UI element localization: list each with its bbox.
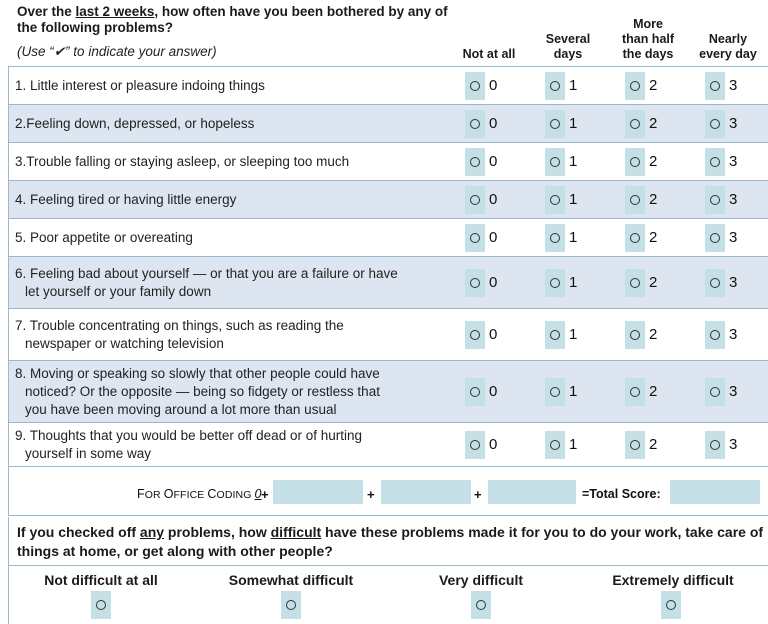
office-score-box-3[interactable] <box>488 480 576 504</box>
question-line: you have been moving around a lot more than usual <box>25 402 337 417</box>
answer-option-1[interactable] <box>545 431 591 459</box>
question-row <box>8 67 768 105</box>
question-row <box>8 143 768 181</box>
radio-circle-icon <box>286 600 296 610</box>
question-text <box>15 365 445 419</box>
radio-circle-icon[interactable] <box>630 81 640 91</box>
radio-background <box>705 321 725 349</box>
col-header-line: Not at all <box>462 47 516 61</box>
question-line: yourself in some way <box>25 446 152 461</box>
answer-option-3[interactable] <box>705 321 751 349</box>
answer-option-1[interactable] <box>545 378 591 406</box>
col-header-line: Several <box>545 32 591 46</box>
difficulty-radio-extremely[interactable] <box>661 591 681 619</box>
difficulty-radio-very[interactable] <box>471 591 491 619</box>
difficulty-option-label: Somewhat difficult <box>228 572 354 588</box>
option-value: 3 <box>729 191 738 208</box>
radio-circle-icon[interactable] <box>550 387 560 397</box>
question-line: let yourself or your family down <box>25 284 212 299</box>
office-label-part: FFICE <box>173 489 208 501</box>
question-row <box>8 181 768 219</box>
radio-circle-icon[interactable] <box>470 81 480 91</box>
radio-background <box>625 148 645 176</box>
option-value: 3 <box>729 153 738 170</box>
radio-background <box>465 110 485 138</box>
radio-circle-icon[interactable] <box>550 157 560 167</box>
col-header-line: the days <box>622 47 674 61</box>
radio-circle-icon[interactable] <box>710 81 720 91</box>
question-row <box>8 257 768 309</box>
difficulty-underlined: any <box>139 524 165 540</box>
question-line: 2.Feeling down, depressed, or hopeless <box>15 116 255 131</box>
difficulty-text: If you checked off <box>17 524 140 540</box>
option-value: 2 <box>649 326 658 343</box>
answer-option-3[interactable] <box>705 269 751 297</box>
option-value: 3 <box>729 77 738 94</box>
form-header <box>8 0 768 66</box>
radio-background <box>705 110 725 138</box>
answer-option-1[interactable] <box>545 110 591 138</box>
answer-option-2[interactable] <box>625 378 671 406</box>
office-coding-label <box>137 487 262 501</box>
radio-circle-icon[interactable] <box>550 119 560 129</box>
radio-circle-icon[interactable] <box>550 233 560 243</box>
answer-option-3[interactable] <box>705 72 751 100</box>
radio-background <box>625 431 645 459</box>
radio-circle-icon <box>96 600 106 610</box>
questions-table <box>8 66 768 461</box>
question-text <box>15 191 445 209</box>
radio-background <box>545 186 565 214</box>
difficulty-section <box>8 517 768 624</box>
radio-circle-icon <box>476 600 486 610</box>
answer-option-3[interactable] <box>705 378 751 406</box>
office-score-box-1[interactable] <box>273 480 363 504</box>
question-text <box>15 427 445 463</box>
radio-circle-icon[interactable] <box>470 233 480 243</box>
radio-circle-icon[interactable] <box>630 330 640 340</box>
difficulty-option-label: Extremely difficult <box>612 572 734 588</box>
radio-background <box>625 321 645 349</box>
radio-circle-icon[interactable] <box>470 195 480 205</box>
total-score-label: =Total Score: <box>582 487 661 501</box>
question-line: newspaper or watching television <box>25 336 224 351</box>
col-header-line: than half <box>621 32 675 46</box>
option-value: 1 <box>569 326 578 343</box>
option-value: 2 <box>649 274 658 291</box>
radio-circle-icon[interactable] <box>630 278 640 288</box>
answer-option-0[interactable] <box>465 269 511 297</box>
question-text <box>15 317 445 353</box>
answer-option-1[interactable] <box>545 321 591 349</box>
difficulty-underlined: difficult <box>270 524 322 540</box>
radio-circle-icon[interactable] <box>630 440 640 450</box>
radio-circle-icon[interactable] <box>550 195 560 205</box>
radio-background <box>545 110 565 138</box>
option-value: 1 <box>569 436 578 453</box>
option-value: 3 <box>729 229 738 246</box>
answer-option-2[interactable] <box>625 72 671 100</box>
answer-option-2[interactable] <box>625 431 671 459</box>
radio-circle-icon[interactable] <box>710 440 720 450</box>
answer-option-0[interactable] <box>465 148 511 176</box>
divider <box>9 565 768 566</box>
radio-background <box>465 431 485 459</box>
option-value: 2 <box>649 115 658 132</box>
radio-background <box>465 186 485 214</box>
radio-circle-icon[interactable] <box>550 330 560 340</box>
option-value: 0 <box>489 274 498 291</box>
radio-background <box>465 321 485 349</box>
answer-option-0[interactable] <box>465 224 511 252</box>
option-value: 0 <box>489 115 498 132</box>
plus-sign: + <box>474 487 482 502</box>
col-header-several-days <box>532 32 604 62</box>
question-line: 9. Thoughts that you would be better off dead or of hurting <box>15 428 362 443</box>
difficulty-option-label: Very difficult <box>438 572 524 588</box>
radio-background <box>625 224 645 252</box>
radio-background <box>625 72 645 100</box>
radio-background <box>545 224 565 252</box>
difficulty-text: problems, how <box>164 524 271 540</box>
question-line: 8. Moving or speaking so slowly that other people could have <box>15 366 380 381</box>
answer-option-0[interactable] <box>465 110 511 138</box>
col-header-line: More <box>633 17 663 31</box>
question-line: noticed? Or the opposite — being so fidgety or restless that <box>25 384 380 399</box>
answer-option-3[interactable] <box>705 431 751 459</box>
radio-circle-icon[interactable] <box>710 119 720 129</box>
instruction-text: (Use “✔” to indicate your answer) <box>17 44 217 59</box>
office-label-part: C <box>207 487 217 501</box>
option-value: 1 <box>569 274 578 291</box>
answer-option-2[interactable] <box>625 269 671 297</box>
radio-background <box>465 72 485 100</box>
answer-option-1[interactable] <box>545 186 591 214</box>
option-value: 2 <box>649 383 658 400</box>
radio-circle-icon[interactable] <box>710 330 720 340</box>
option-value: 0 <box>489 436 498 453</box>
radio-circle-icon[interactable] <box>470 157 480 167</box>
plus-sign: + <box>367 487 375 502</box>
office-label-part: ODING <box>216 489 255 501</box>
option-value: 2 <box>649 153 658 170</box>
radio-background <box>545 431 565 459</box>
difficulty-option-label: Not difficult at all <box>44 572 158 588</box>
answer-option-3[interactable] <box>705 186 751 214</box>
title-underlined: last 2 weeks <box>75 4 155 19</box>
answer-option-1[interactable] <box>545 72 591 100</box>
radio-circle-icon[interactable] <box>710 157 720 167</box>
radio-background <box>545 269 565 297</box>
radio-circle-icon[interactable] <box>630 233 640 243</box>
radio-circle-icon[interactable] <box>630 387 640 397</box>
total-score-box[interactable] <box>670 480 760 504</box>
answer-option-0[interactable] <box>465 72 511 100</box>
radio-circle-icon[interactable] <box>550 81 560 91</box>
answer-option-2[interactable] <box>625 321 671 349</box>
option-value: 1 <box>569 191 578 208</box>
answer-option-2[interactable] <box>625 186 671 214</box>
radio-background <box>545 321 565 349</box>
radio-circle-icon[interactable] <box>710 278 720 288</box>
radio-circle-icon[interactable] <box>470 440 480 450</box>
option-value: 2 <box>649 77 658 94</box>
option-value: 1 <box>569 115 578 132</box>
radio-circle-icon[interactable] <box>470 387 480 397</box>
radio-background <box>705 378 725 406</box>
option-value: 2 <box>649 191 658 208</box>
option-value: 0 <box>489 191 498 208</box>
radio-circle-icon <box>666 600 676 610</box>
question-row <box>8 361 768 423</box>
difficulty-question <box>17 523 767 561</box>
question-line: 6. Feeling bad about yourself — or that you are a failure or have <box>15 266 398 281</box>
answer-option-1[interactable] <box>545 224 591 252</box>
question-line: 3.Trouble falling or staying asleep, or sleeping too much <box>15 154 350 169</box>
difficulty-radio-not-difficult[interactable] <box>91 591 111 619</box>
col-header-nearly-every-day <box>692 32 764 62</box>
plus-sign: + <box>261 487 269 502</box>
radio-background <box>705 186 725 214</box>
option-value: 1 <box>569 153 578 170</box>
question-row <box>8 309 768 361</box>
option-value: 3 <box>729 326 738 343</box>
question-text <box>15 77 445 95</box>
office-score-box-2[interactable] <box>381 480 471 504</box>
office-label-part: OR <box>144 489 164 501</box>
radio-background <box>705 224 725 252</box>
answer-option-0[interactable] <box>465 186 511 214</box>
col-header-not-at-all <box>454 47 524 62</box>
option-value: 0 <box>489 383 498 400</box>
question-line: 5. Poor appetite or overeating <box>15 230 193 245</box>
col-header-line: Nearly <box>708 32 748 46</box>
answer-option-0[interactable] <box>465 378 511 406</box>
radio-background <box>705 72 725 100</box>
title-text: Over the <box>17 4 76 19</box>
answer-option-2[interactable] <box>625 110 671 138</box>
question-line: 7. Trouble concentrating on things, such as reading the <box>15 318 344 333</box>
office-label-part: O <box>163 487 174 501</box>
radio-background <box>625 110 645 138</box>
office-label-part: F <box>137 487 145 501</box>
radio-background <box>625 186 645 214</box>
option-value: 2 <box>649 436 658 453</box>
option-value: 0 <box>489 77 498 94</box>
answer-option-1[interactable] <box>545 269 591 297</box>
answer-option-2[interactable] <box>625 148 671 176</box>
col-header-line: days <box>553 47 583 61</box>
radio-circle-icon[interactable] <box>470 330 480 340</box>
radio-circle-icon[interactable] <box>630 119 640 129</box>
office-coding-row <box>8 466 768 516</box>
radio-background <box>465 224 485 252</box>
question-row <box>8 219 768 257</box>
option-value: 3 <box>729 436 738 453</box>
radio-circle-icon[interactable] <box>550 278 560 288</box>
question-title <box>17 4 457 36</box>
radio-background <box>545 72 565 100</box>
answer-option-2[interactable] <box>625 224 671 252</box>
answer-option-0[interactable] <box>465 321 511 349</box>
radio-background <box>705 431 725 459</box>
option-value: 0 <box>489 229 498 246</box>
radio-background <box>545 148 565 176</box>
col-header-more-than-half <box>611 17 685 62</box>
option-value: 0 <box>489 326 498 343</box>
radio-circle-icon[interactable] <box>710 195 720 205</box>
option-value: 2 <box>649 229 658 246</box>
answer-option-1[interactable] <box>545 148 591 176</box>
radio-circle-icon[interactable] <box>470 278 480 288</box>
radio-background <box>625 378 645 406</box>
question-text <box>15 229 445 247</box>
radio-circle-icon[interactable] <box>630 195 640 205</box>
answer-option-0[interactable] <box>465 431 511 459</box>
radio-background <box>545 378 565 406</box>
answer-option-3[interactable] <box>705 110 751 138</box>
option-value: 1 <box>569 229 578 246</box>
radio-circle-icon[interactable] <box>630 157 640 167</box>
office-zero: 0 <box>254 487 262 501</box>
radio-circle-icon[interactable] <box>710 233 720 243</box>
question-text <box>15 265 445 301</box>
option-value: 0 <box>489 153 498 170</box>
radio-background <box>705 148 725 176</box>
title-text-rest: , how often have you been bothered by any of the following problems? <box>17 4 448 35</box>
radio-background <box>465 269 485 297</box>
question-row <box>8 105 768 143</box>
question-text <box>15 153 445 171</box>
radio-circle-icon[interactable] <box>550 440 560 450</box>
option-value: 1 <box>569 383 578 400</box>
option-value: 3 <box>729 115 738 132</box>
radio-background <box>465 378 485 406</box>
question-text <box>15 115 445 133</box>
radio-circle-icon[interactable] <box>470 119 480 129</box>
difficulty-text: have these problems made it for you to do your work, take care of things at home, or get along with other people? <box>17 524 764 559</box>
answer-option-3[interactable] <box>705 224 751 252</box>
difficulty-radio-somewhat[interactable] <box>281 591 301 619</box>
radio-background <box>625 269 645 297</box>
answer-option-3[interactable] <box>705 148 751 176</box>
option-value: 3 <box>729 383 738 400</box>
radio-background <box>705 269 725 297</box>
question-line: 1. Little interest or pleasure indoing things <box>15 78 265 93</box>
option-value: 3 <box>729 274 738 291</box>
question-row <box>8 423 768 467</box>
radio-circle-icon[interactable] <box>710 387 720 397</box>
question-line: 4. Feeling tired or having little energy <box>15 192 237 207</box>
col-header-line: every day <box>699 47 757 61</box>
radio-background <box>465 148 485 176</box>
option-value: 1 <box>569 77 578 94</box>
